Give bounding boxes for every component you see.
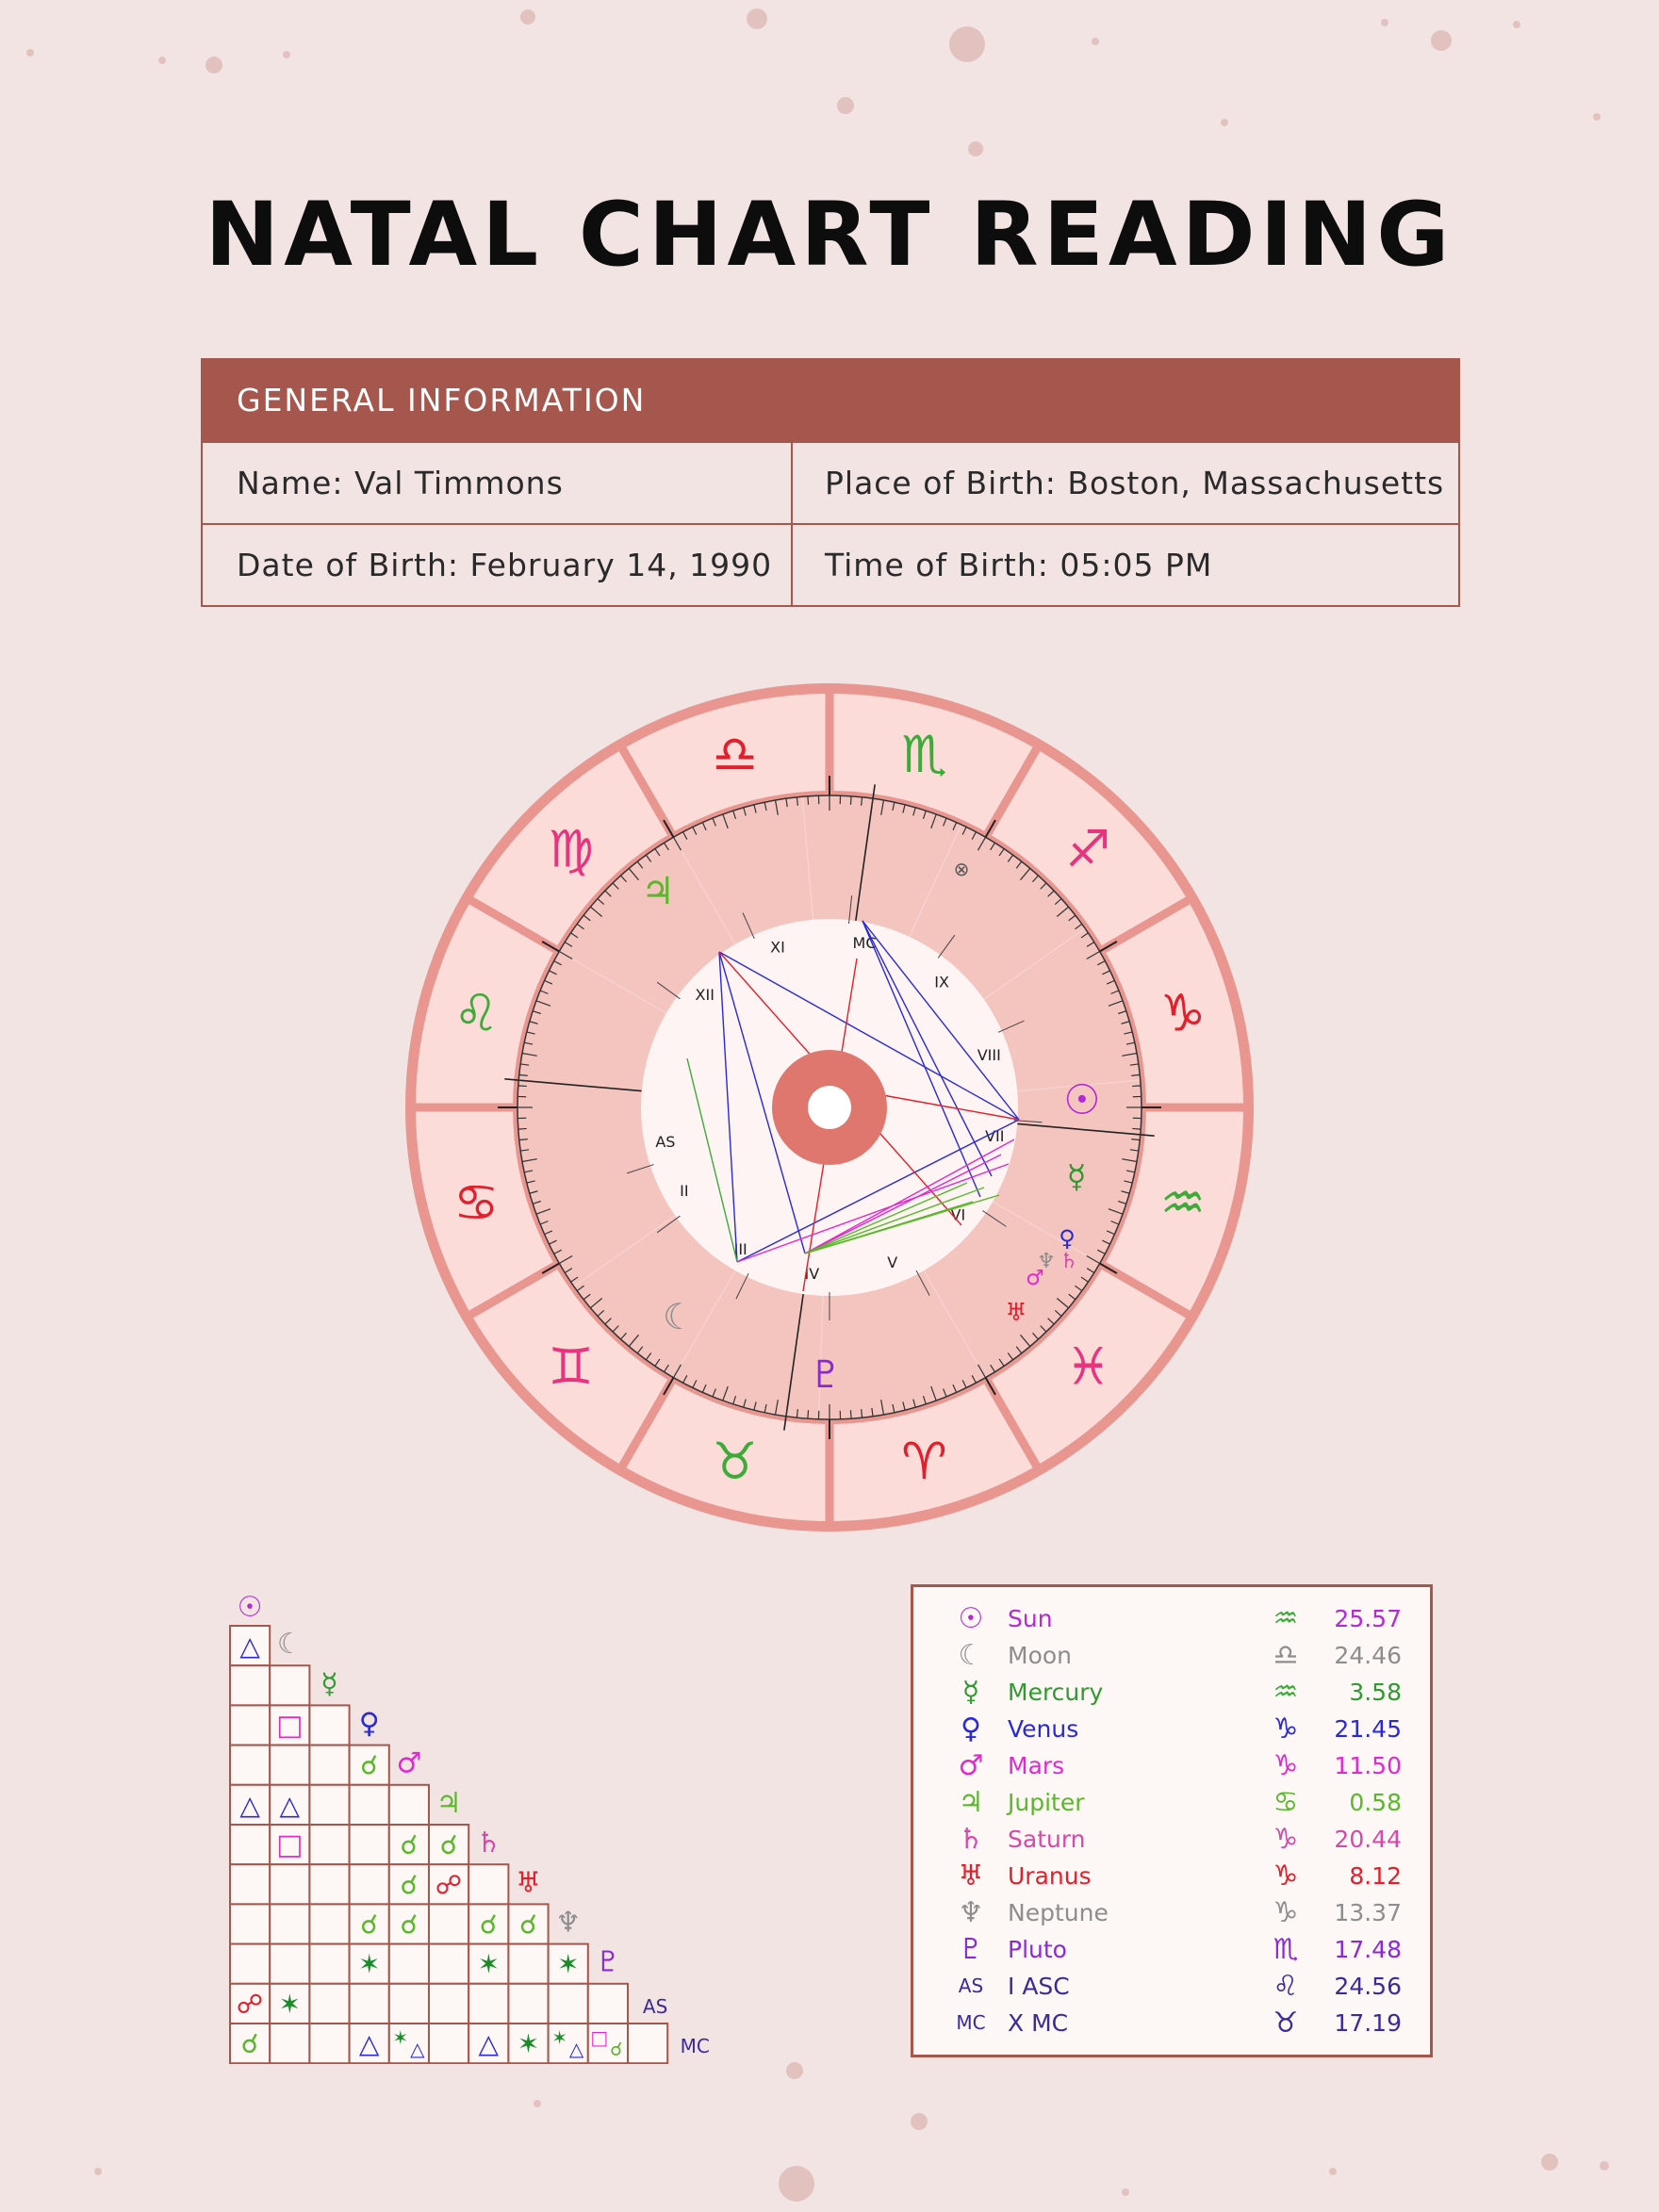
house-label: VI: [950, 1205, 966, 1224]
degree-tick: [518, 1086, 527, 1087]
aspect-sextile-icon: ✶: [556, 1948, 580, 1980]
aries-icon: ♈: [901, 1431, 947, 1491]
planet-name: Saturn: [1008, 1826, 1086, 1853]
wheel-venus-icon: ♀: [1059, 1225, 1076, 1252]
aspect-conjunction-icon: ☌: [360, 1909, 379, 1941]
house-label: IV: [804, 1265, 820, 1284]
planet-degree: 17.19: [1334, 2009, 1402, 2037]
sagittarius-icon: ♐: [1065, 819, 1111, 879]
grid-neptune-icon: ♆: [555, 1906, 582, 1940]
place-of-birth-field: Place of Birth: Boston, Massachusetts: [825, 465, 1445, 501]
aspect-cell: [309, 1705, 349, 1745]
page-title: NATAL CHART READING: [205, 184, 1454, 287]
planet-row: [913, 2005, 1430, 2041]
aspect-cell: [468, 1864, 508, 1904]
grid-jupiter-icon: ♃: [435, 1786, 462, 1820]
virgo-icon: ♍: [548, 819, 594, 879]
aspect-conjunction-icon: ☌: [400, 1829, 419, 1861]
cancer-icon: ♋: [453, 1172, 500, 1233]
aspect-sextile-icon: ✶: [357, 1948, 381, 1980]
planet-row: [913, 1894, 1430, 1931]
planet-row: [913, 1747, 1430, 1784]
aspect-cell: [429, 1944, 468, 1984]
planet-row: [913, 1711, 1430, 1747]
aspect-sextile-icon: ✶: [278, 1988, 302, 2020]
aspect-cell: [508, 1984, 548, 2024]
degree-tick: [808, 1410, 809, 1418]
cancer-icon: ♋: [1273, 1786, 1299, 1819]
capricorn-icon: ♑: [1273, 1823, 1299, 1856]
wheel-pluto-icon: ♇: [809, 1353, 843, 1397]
planet-name: X MC: [1008, 2009, 1069, 2037]
house-label: AS: [655, 1133, 676, 1152]
mercury-icon: ☿: [961, 1676, 980, 1709]
scorpio-icon: ♏: [901, 725, 947, 785]
planet-row: [913, 1821, 1430, 1858]
aspect-opposition-icon: ☍: [435, 1869, 463, 1901]
grid-saturn-icon: ♄: [475, 1827, 501, 1860]
aspect-cell: [429, 2024, 468, 2063]
part-of-fortune-icon: ⊗: [953, 858, 970, 880]
aspect-cell: [350, 1825, 389, 1864]
general-information-table: [201, 358, 1460, 607]
uranus-icon: ♅: [958, 1860, 984, 1892]
aspect-cell: [230, 1665, 270, 1705]
grid-venus-icon: ♀: [358, 1707, 380, 1741]
wheel-mars-icon: ♂: [1026, 1267, 1044, 1290]
aspect-sextile-icon: ✶: [517, 2028, 540, 2060]
planet-name: Jupiter: [1008, 1789, 1085, 1816]
aspect-trine-icon: △: [279, 1789, 301, 1821]
planet-degree: 24.46: [1334, 1642, 1402, 1669]
aspect-cell: [309, 1825, 349, 1864]
aspect-opposition-icon: ☍: [236, 1988, 264, 2020]
planet-positions-table: [911, 1584, 1433, 2057]
planet-row: [913, 1600, 1430, 1637]
planet-name: Sun: [1008, 1605, 1053, 1632]
capricorn-icon: ♑: [1273, 1749, 1299, 1782]
leo-icon: ♌: [1273, 1970, 1299, 2003]
aspect-conjunction-icon: ☌: [439, 1829, 458, 1861]
gemini-icon: ♊: [548, 1336, 594, 1397]
sun-icon: ☉: [958, 1602, 984, 1635]
pisces-icon: ♓: [1065, 1336, 1111, 1397]
grid-mars-icon: ♂: [396, 1746, 422, 1780]
aspect-cell: [588, 1984, 628, 2024]
planet-degree: 24.56: [1334, 1973, 1402, 2000]
name-field: Name: Val Timmons: [203, 443, 793, 523]
wheel-mercury-icon: ☿: [1066, 1158, 1087, 1196]
center-hole: [808, 1086, 851, 1129]
aquarius-icon: ♒: [1273, 1676, 1299, 1709]
leo-icon: ♌: [453, 983, 500, 1043]
aspect-trine-icon: △: [358, 2028, 380, 2060]
planet-degree: 3.58: [1349, 1679, 1402, 1706]
aspect-cell: [389, 1984, 429, 2024]
aspect-cell: [309, 1944, 349, 1984]
aspect-cell: [309, 1745, 349, 1785]
aspect-cell: [270, 1904, 309, 1943]
aspect-sextile-icon: ✶: [477, 1948, 501, 1980]
capricorn-icon: ♑: [1273, 1896, 1299, 1929]
house-label: XII: [695, 985, 715, 1004]
aspect-cell: [230, 1944, 270, 1984]
capricorn-icon: ♑: [1273, 1712, 1299, 1745]
midheaven-label: MC: [956, 2011, 986, 2034]
time-of-birth-field: Time of Birth: 05:05 PM: [825, 547, 1213, 583]
house-label: III: [733, 1239, 747, 1258]
aspect-square-icon: □: [276, 1709, 304, 1743]
aspect-sextile-icon: ✶: [551, 2026, 567, 2049]
aspect-square-icon: □: [590, 2026, 609, 2049]
aspect-sextile-icon: ✶: [392, 2026, 409, 2049]
aspect-cell: [309, 1785, 349, 1825]
aspect-cell: [309, 1864, 349, 1904]
moon-icon: ☾: [958, 1639, 984, 1672]
taurus-icon: ♉: [1273, 2007, 1299, 2040]
degree-tick: [808, 796, 809, 805]
capricorn-icon: ♑: [1273, 1860, 1299, 1892]
aspect-cell: [628, 2024, 667, 2063]
planet-name: Venus: [1008, 1715, 1079, 1743]
planet-row: [913, 1968, 1430, 2005]
wheel-uranus-icon: ♅: [1005, 1299, 1027, 1327]
planet-row: [913, 1674, 1430, 1711]
planet-row: [913, 1637, 1430, 1674]
aspect-cell: [350, 1785, 389, 1825]
house-label: IX: [934, 973, 949, 991]
grid-uranus-icon: ♅: [516, 1866, 541, 1900]
info-row-1: [203, 441, 1458, 523]
house-label: XI: [770, 938, 785, 957]
aspect-cell: [230, 1825, 270, 1864]
libra-icon: ♎: [1273, 1639, 1299, 1672]
aspect-cell: [429, 1984, 468, 2024]
aspect-trine-icon: △: [478, 2028, 500, 2060]
planet-row: [913, 1931, 1430, 1968]
aspect-trine-icon: △: [239, 1630, 260, 1663]
planet-degree: 20.44: [1334, 1826, 1402, 1853]
planet-name: Uranus: [1008, 1862, 1092, 1890]
house-label: VII: [985, 1126, 1005, 1145]
aspect-cell: [309, 2024, 349, 2063]
aspect-conjunction-icon: ☌: [610, 2038, 623, 2060]
aspect-cell: [309, 1984, 349, 2024]
degree-tick: [850, 1410, 851, 1418]
house-label: II: [680, 1182, 689, 1200]
aspect-cell: [508, 1944, 548, 1984]
planet-name: Moon: [1008, 1642, 1073, 1669]
grid-mercury-icon: ☿: [320, 1667, 338, 1701]
grid-sun-icon: ☉: [237, 1591, 263, 1624]
degree-tick: [1132, 1128, 1141, 1129]
aspect-conjunction-icon: ☌: [400, 1909, 419, 1941]
aspect-trine-icon: △: [568, 2038, 584, 2060]
house-label: VIII: [977, 1045, 1001, 1064]
aspect-cell: [230, 1904, 270, 1943]
planet-degree: 13.37: [1334, 1899, 1402, 1926]
house-label: MC: [852, 933, 877, 952]
degree-tick: [518, 1128, 527, 1129]
aspect-cell: [468, 1984, 508, 2024]
saturn-icon: ♄: [958, 1823, 984, 1856]
wheel-neptune-icon: ♆: [1037, 1250, 1056, 1273]
grid-moon-icon: ☾: [276, 1628, 303, 1662]
planet-degree: 25.57: [1334, 1605, 1402, 1632]
planet-degree: 21.45: [1334, 1715, 1402, 1743]
house-label: V: [887, 1253, 898, 1272]
aspect-cell: [549, 1984, 588, 2024]
aspect-cell: [270, 1665, 309, 1705]
aspect-conjunction-icon: ☌: [400, 1869, 419, 1901]
aspect-cell: [309, 1904, 349, 1943]
planet-name: I ASC: [1008, 1973, 1070, 2000]
aspect-cell: [270, 1944, 309, 1984]
aspect-conjunction-icon: ☌: [479, 1909, 498, 1941]
jupiter-icon: ♃: [958, 1786, 984, 1819]
neptune-icon: ♆: [958, 1896, 984, 1929]
natal-chart-wheel: [396, 674, 1263, 1541]
general-information-heading: GENERAL INFORMATION: [203, 360, 1458, 441]
planet-degree: 8.12: [1349, 1862, 1402, 1890]
aspect-conjunction-icon: ☌: [240, 2028, 259, 2060]
aspect-cell: [230, 1864, 270, 1904]
planet-name: Mars: [1008, 1752, 1065, 1779]
planet-row: [913, 1858, 1430, 1894]
aspect-cell: [389, 1785, 429, 1825]
wheel-saturn-icon: ♄: [1059, 1250, 1078, 1273]
venus-icon: ♀: [961, 1712, 981, 1745]
capricorn-icon: ♑: [1159, 983, 1206, 1043]
planet-name: Pluto: [1008, 1936, 1067, 1963]
planet-name: Neptune: [1008, 1899, 1109, 1926]
aquarius-icon: ♒: [1159, 1172, 1206, 1233]
ascendant-label: AS: [958, 1974, 984, 1997]
aspect-cell: [270, 1864, 309, 1904]
aquarius-icon: ♒: [1273, 1602, 1299, 1635]
aspect-cell: [270, 2024, 309, 2063]
aspect-trine-icon: △: [239, 1789, 260, 1821]
aspect-cell: [270, 1745, 309, 1785]
planet-degree: 11.50: [1334, 1752, 1402, 1779]
degree-tick: [850, 796, 851, 805]
libra-icon: ♎: [712, 725, 758, 785]
aspect-conjunction-icon: ☌: [360, 1749, 379, 1781]
aspect-conjunction-icon: ☌: [519, 1909, 537, 1941]
aspect-cell: [230, 1705, 270, 1745]
planet-degree: 0.58: [1349, 1789, 1402, 1816]
aspect-cell: [350, 1864, 389, 1904]
grid-ascendant-label: AS: [642, 1994, 668, 2018]
aspect-cell: [429, 1904, 468, 1943]
info-row-2: [203, 523, 1458, 605]
grid-pluto-icon: ♇: [595, 1945, 621, 1979]
degree-tick: [1132, 1086, 1141, 1087]
mars-icon: ♂: [958, 1749, 984, 1782]
planet-name: Mercury: [1008, 1679, 1104, 1706]
aspect-cell: [389, 1944, 429, 1984]
wheel-jupiter-icon: ♃: [641, 870, 675, 913]
aspect-trine-icon: △: [410, 2038, 425, 2060]
planet-row: [913, 1784, 1430, 1821]
planet-degree: 17.48: [1334, 1936, 1402, 1963]
grid-midheaven-label: MC: [680, 2035, 710, 2058]
date-of-birth-field: Date of Birth: February 14, 1990: [203, 525, 793, 605]
wheel-sun-icon: ☉: [1063, 1076, 1101, 1124]
wheel-moon-icon: ☾: [662, 1296, 696, 1337]
aspect-cell: [230, 1745, 270, 1785]
aspect-square-icon: □: [276, 1828, 304, 1862]
aspect-grid: [217, 1574, 820, 2064]
taurus-icon: ♉: [712, 1431, 758, 1491]
scorpio-icon: ♏: [1273, 1933, 1299, 1966]
aspect-cell: [350, 1984, 389, 2024]
pluto-icon: ♇: [958, 1933, 984, 1966]
